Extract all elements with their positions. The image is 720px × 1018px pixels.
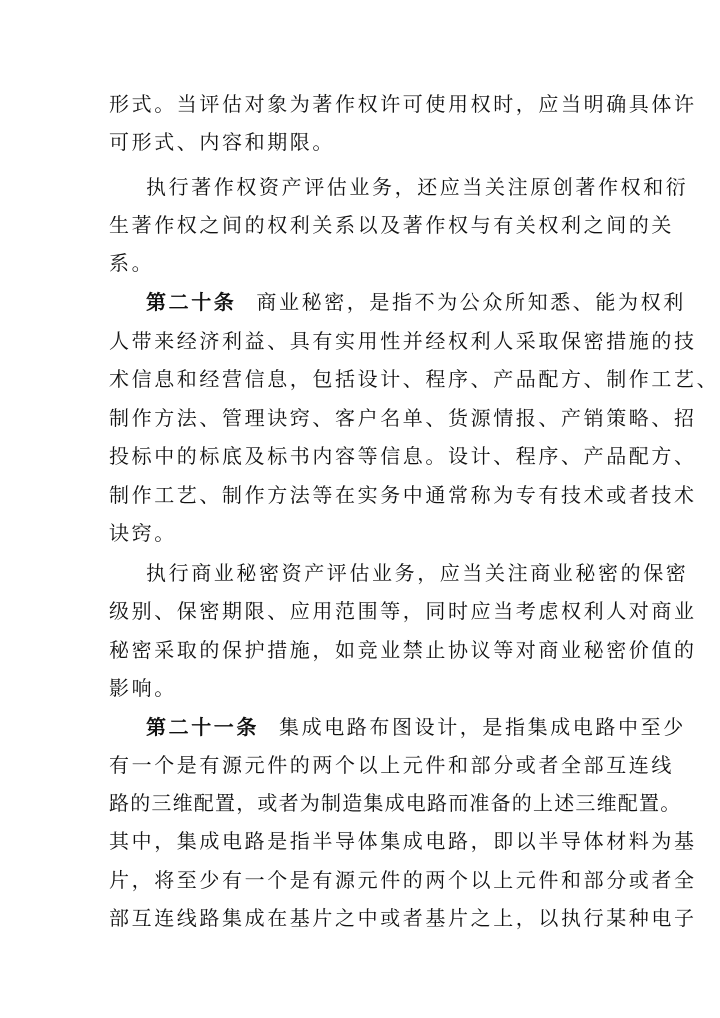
text-line: 可形式、内容和期限。 xyxy=(109,130,335,154)
text-line: 执行著作权资产评估业务，还应当关注原创著作权和衍 xyxy=(146,175,689,199)
text-line: 有一个是有源元件的两个以上元件和部分或者全部互连线 xyxy=(109,753,674,777)
text-line: 部互连线路集成在基片之中或者基片之上，以执行某种电子 xyxy=(109,906,697,930)
text-line: 系。 xyxy=(109,251,155,275)
text-line: 影响。 xyxy=(109,676,177,700)
article-21-text: 集成电路布图设计，是指集成电路中至少 xyxy=(279,715,686,739)
text-line: 制作工艺、制作方法等在实务中通常称为专有技术或者技术 xyxy=(109,483,697,507)
text-line: 术信息和经营信息，包括设计、程序、产品配方、制作工艺、 xyxy=(109,367,720,391)
text-line: 制作方法、管理诀窍、客户名单、货源情报、产销策略、招 xyxy=(109,406,697,430)
text-line: 路的三维配置，或者为制造集成电路而准备的上述三维配置。 xyxy=(109,791,682,815)
article-20-text: 商业秘密，是指不为公众所知悉、能为权利 xyxy=(256,290,686,314)
article-21-first-line xyxy=(146,713,686,741)
text-line: 级别、保密期限、应用范围等，同时应当考虑权利人对商业 xyxy=(109,599,697,623)
article-20-heading: 第二十条 xyxy=(146,290,237,314)
article-20-first-line xyxy=(146,288,686,316)
text-line: 执行商业秘密资产评估业务，应当关注商业秘密的保密 xyxy=(146,561,689,585)
text-line: 形式。当评估对象为著作权许可使用权时，应当明确具体许 xyxy=(109,92,697,116)
text-line: 投标中的标底及标书内容等信息。设计、程序、产品配方、 xyxy=(109,444,697,468)
text-line: 其中，集成电路是指半导体集成电路，即以半导体材料为基 xyxy=(109,829,697,853)
text-line: 人带来经济利益、具有实用性并经权利人采取保密措施的技 xyxy=(109,329,697,353)
text-line: 生著作权之间的权利关系以及著作权与有关权利之间的关 xyxy=(109,213,674,237)
article-21-heading: 第二十一条 xyxy=(146,715,259,739)
text-line: 秘密采取的保护措施，如竞业禁止协议等对商业秘密价值的 xyxy=(109,638,697,662)
text-line: 诀窍。 xyxy=(109,521,177,545)
text-line: 片，将至少有一个是有源元件的两个以上元件和部分或者全 xyxy=(109,868,697,892)
